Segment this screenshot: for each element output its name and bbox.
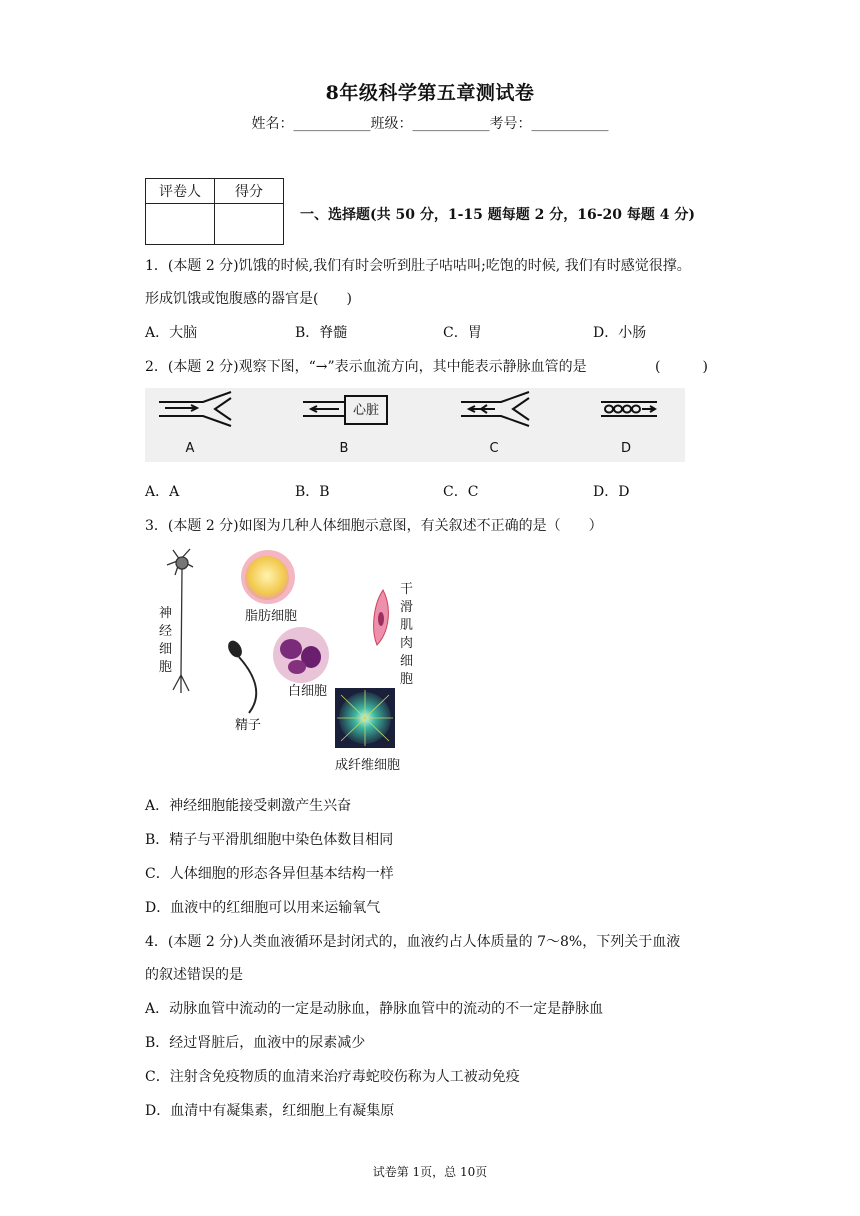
fibroblast-cell [335, 688, 395, 748]
svg-text:细: 细 [159, 642, 173, 657]
vessel-d-label: D [620, 441, 632, 456]
section-title: 一、选择题(共 50 分，1-15 题每题 2 分，16-20 每题 4 分) [300, 207, 696, 223]
q4-option-a: A．动脉血管中流动的一定是动脉血，静脉血管中的流动的不一定是静脉血 [145, 1001, 604, 1017]
svg-text:滑: 滑 [400, 600, 414, 615]
q2-stem: 2．(本题 2 分)观察下图，“→”表示血流方向，其中能表示静脉血管的是 [145, 359, 587, 375]
q2-option-d: D．D [593, 484, 630, 500]
q1-option-d: D．小肠 [593, 325, 647, 341]
white-blood-cell [273, 627, 329, 683]
svg-text:肌: 肌 [400, 618, 414, 633]
page-title: 8年级科学第五章测试卷 [325, 82, 535, 104]
score-cell [215, 204, 284, 245]
reviewer-header: 评卷人 [146, 179, 215, 204]
q2-option-a: A．A [145, 484, 180, 500]
q2-option-b: B．B [295, 484, 330, 500]
sperm-cell [225, 638, 256, 713]
human-cells-diagram [145, 545, 425, 775]
vessel-a [159, 392, 231, 426]
q3-option-b: B．精子与平滑肌细胞中染色体数目相同 [145, 832, 394, 848]
white-blood-cell-label: 白细胞 [288, 684, 328, 699]
grader-table [145, 178, 284, 245]
svg-text:神: 神 [159, 606, 173, 621]
svg-text:细: 细 [400, 654, 414, 669]
svg-text:肉: 肉 [400, 636, 414, 651]
svg-text:胞: 胞 [159, 660, 173, 675]
vessel-c-label: C [489, 441, 499, 456]
fat-cell [241, 550, 295, 604]
q4-option-d: D．血清中有凝集素，红细胞上有凝集原 [145, 1103, 395, 1119]
heart-label: 心脏 [352, 403, 380, 418]
human-cells-figure [145, 545, 425, 775]
q1-option-c: C．胃 [443, 325, 482, 341]
q2-option-c: C．C [443, 484, 479, 500]
fibroblast-label: 成纤维细胞 [335, 758, 401, 773]
sperm-label: 精子 [235, 718, 262, 733]
fat-cell-label: 脂肪细胞 [245, 609, 298, 624]
q1-stem-line1: 1．(本题 2 分)饥饿的时候,我们有时会听到肚子咕咕叫;吃饱的时候, 我们有时感觉很撑。 [145, 258, 691, 274]
blood-vessel-diagram [145, 388, 685, 462]
q3-option-a: A．神经细胞能接受刺激产生兴奋 [145, 798, 352, 814]
student-info-line: 姓名：___________班级：___________考号：___________ [251, 116, 609, 132]
q4-option-b: B．经过肾脏后，血液中的尿素减少 [145, 1035, 366, 1051]
q4-stem-line2: 的叙述错误的是 [145, 967, 243, 983]
smooth-muscle-label [400, 582, 413, 687]
q1-option-a: A．大脑 [145, 325, 198, 341]
reviewer-cell [146, 204, 215, 245]
q4-option-c: C．注射含免疫物质的血清来治疗毒蛇咬伤称为人工被动免疫 [145, 1069, 520, 1085]
q4-stem-line1: 4．(本题 2 分)人类血液循环是封闭式的，血液约占人体质量的 7～8%，下列关于血液 [145, 934, 681, 950]
q3-option-d: D．血液中的红细胞可以用来运输氧气 [145, 900, 381, 916]
svg-text:胞: 胞 [400, 672, 414, 687]
q2-answer-paren: ( ) [655, 359, 708, 375]
smooth-muscle-cell [374, 590, 389, 645]
vessel-a-label: A [185, 441, 195, 456]
nerve-cell-label [159, 605, 172, 675]
vessel-b-label: B [339, 441, 349, 456]
svg-text:干: 干 [400, 582, 414, 597]
q1-option-b: B．脊髓 [295, 325, 348, 341]
svg-text:经: 经 [159, 624, 173, 639]
blood-vessel-figure [145, 388, 685, 462]
q1-stem-line2: 形成饥饿或饱腹感的器官是( ) [145, 291, 352, 307]
page-footer: 试卷第 1页，总 10页 [372, 1165, 488, 1179]
vessel-c [461, 392, 529, 426]
score-header: 得分 [215, 179, 284, 204]
q3-option-c: C．人体细胞的形态各异但基本结构一样 [145, 866, 394, 882]
q3-stem: 3．(本题 2 分)如图为几种人体细胞示意图，有关叙述不正确的是（ ） [145, 518, 603, 534]
vessel-d [601, 402, 657, 416]
